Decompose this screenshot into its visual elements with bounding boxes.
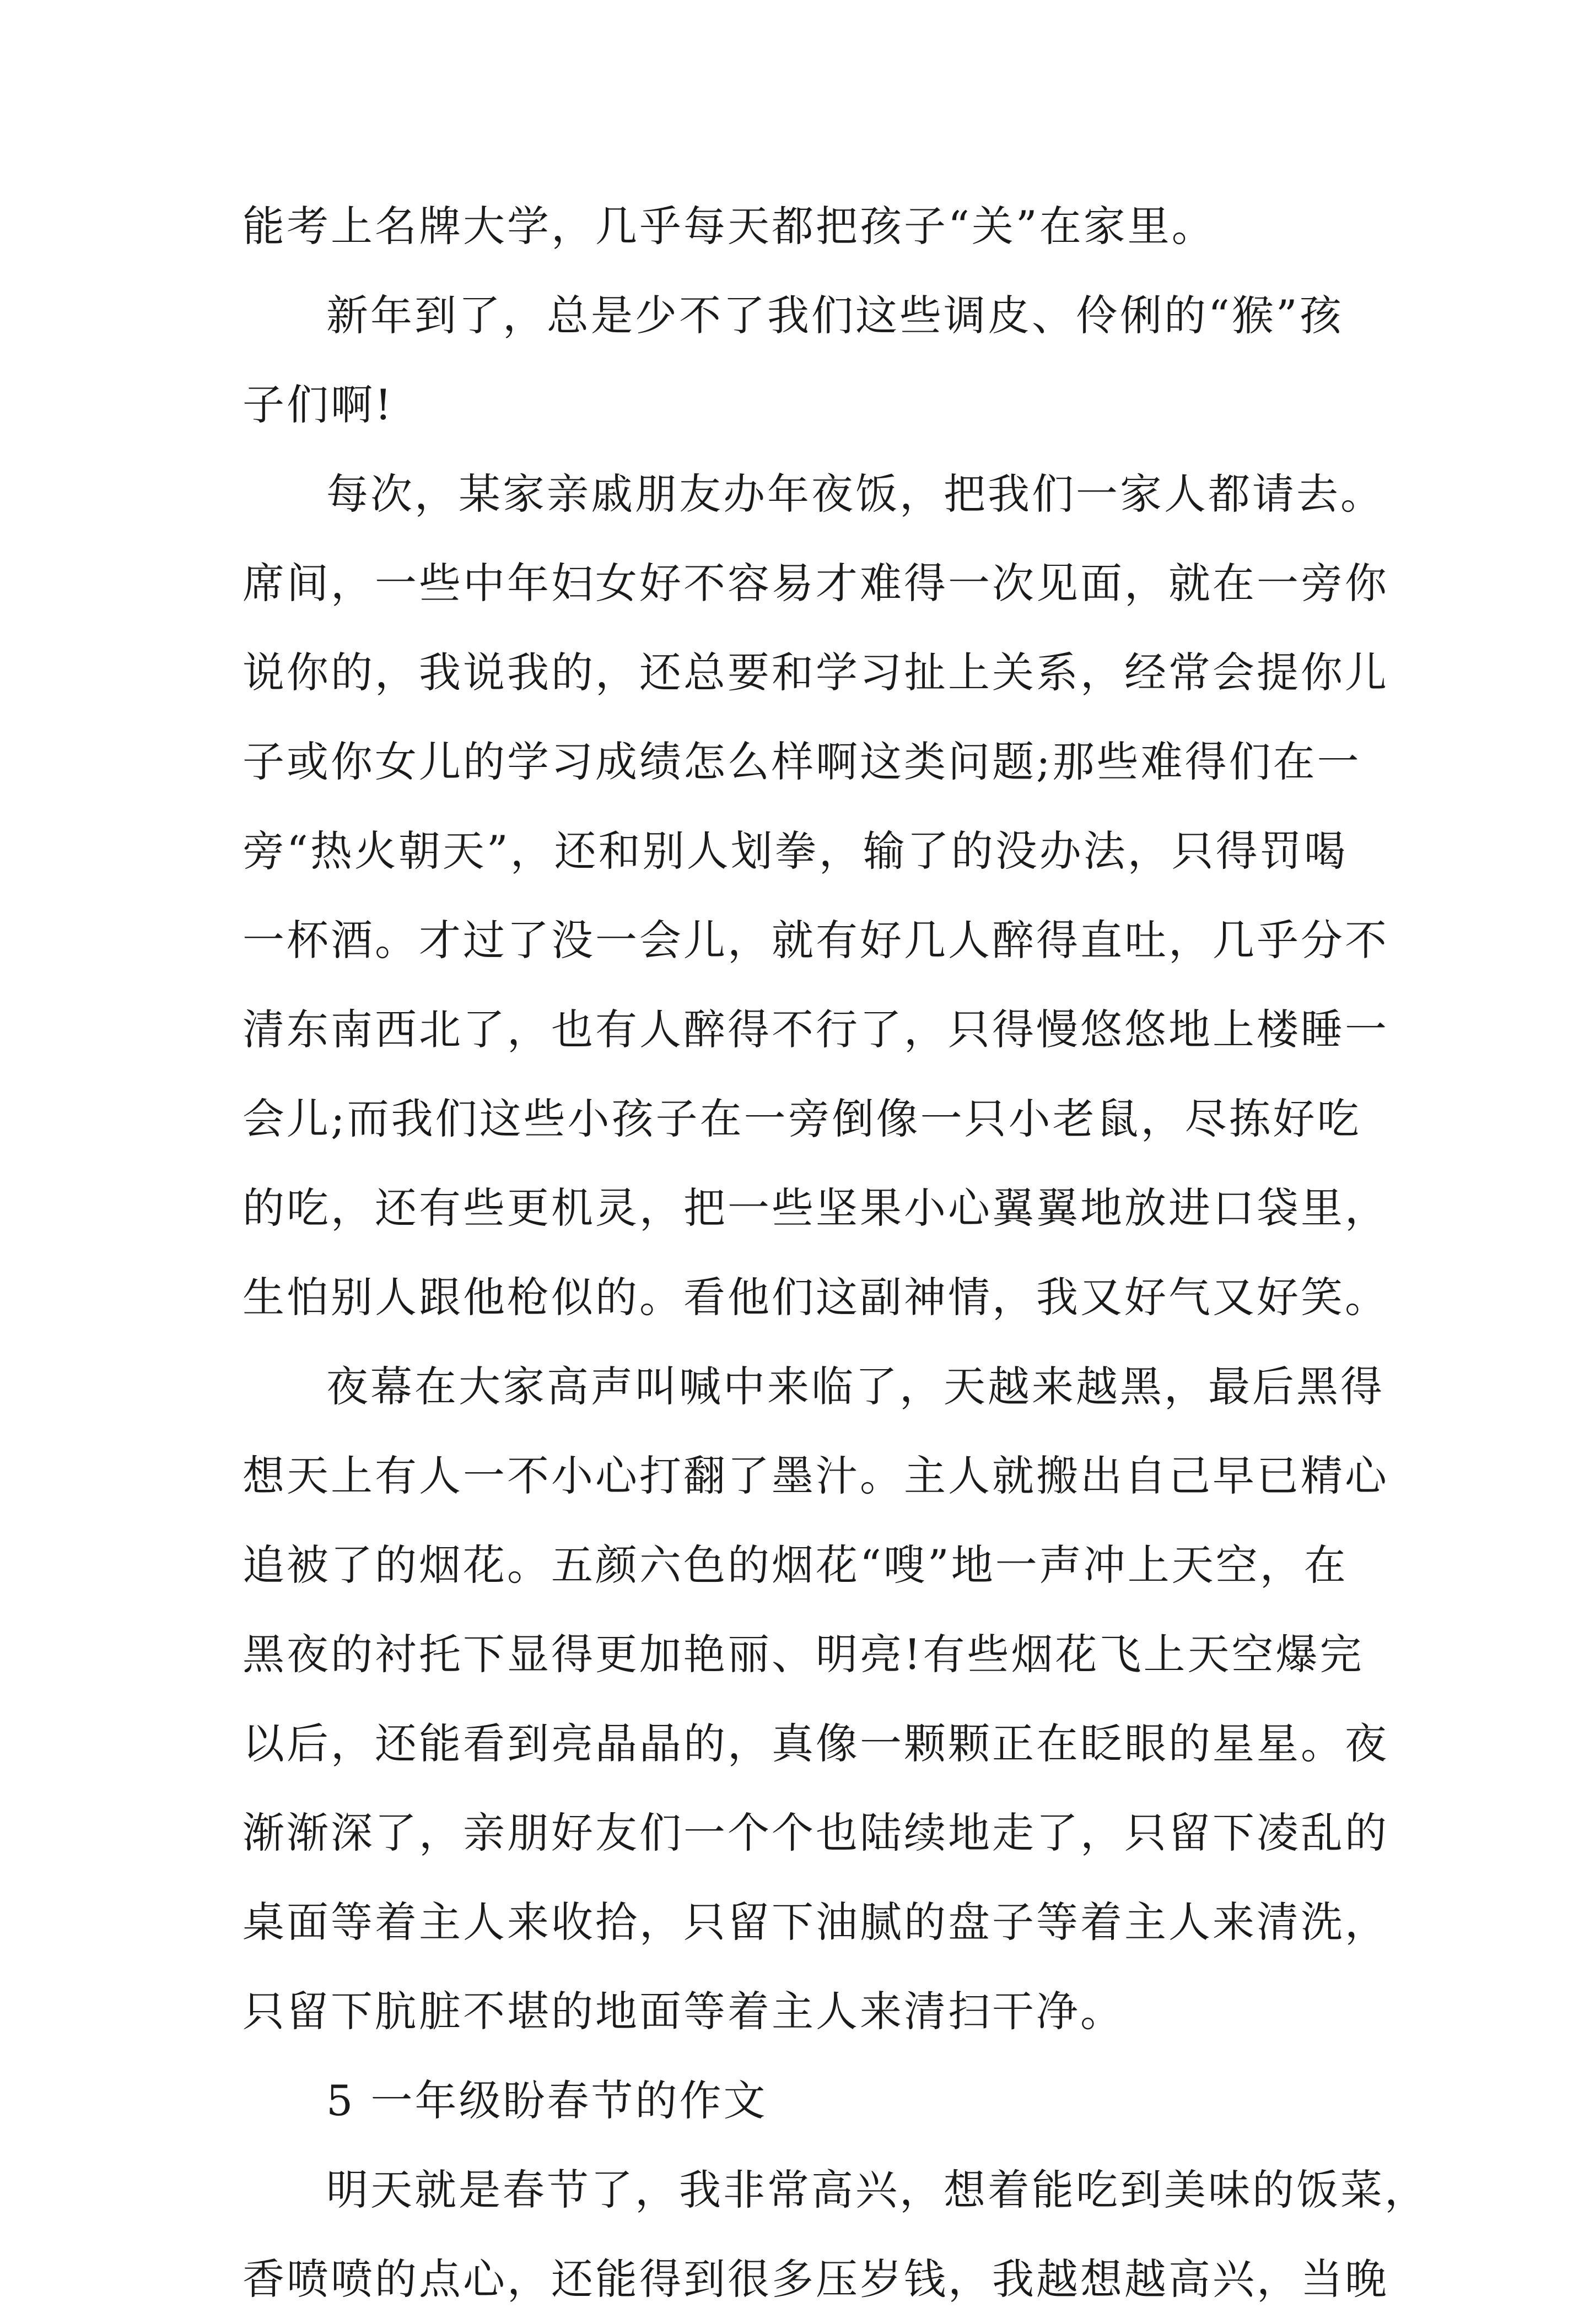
- text-line: 子或你女儿的学习成绩怎么样啊这类问题;那些难得们在一: [243, 737, 1361, 786]
- text-line: 黑夜的衬托下显得更加艳丽、明亮!有些烟花飞上天空爆完: [243, 1630, 1364, 1679]
- text-line: 以后，还能看到亮晶晶的，真像一颗颗正在眨眼的星星。夜: [243, 1719, 1389, 1768]
- text-line: 每次，某家亲戚朋友办年夜饭，把我们一家人都请去。: [326, 469, 1384, 518]
- text-line: 说你的，我说我的，还总要和学习扯上关系，经常会提你儿: [243, 648, 1389, 697]
- text-line: 席间，一些中年妇女好不容易才难得一次见面，就在一旁你: [243, 559, 1389, 608]
- text-line: 渐渐深了，亲朋好友们一个个也陆续地走了，只留下凌乱的: [243, 1808, 1389, 1857]
- text-line: 明天就是春节了，我非常高兴，想着能吃到美味的饭菜，: [326, 2165, 1429, 2214]
- text-line: 生怕别人跟他枪似的。看他们这副神情，我又好气又好笑。: [243, 1273, 1389, 1322]
- text-line: 能考上名牌大学，几乎每天都把孩子“关”在家里。: [243, 202, 1216, 251]
- text-line: 香喷喷的点心，还能得到很多压岁钱，我越想越高兴，当晚: [243, 2255, 1389, 2304]
- text-line: 追被了的烟花。五颜六色的烟花“嗖”地一声冲上天空，在: [243, 1541, 1348, 1590]
- text-line: 想天上有人一不小心打翻了墨汁。主人就搬出自己早已精心: [243, 1451, 1389, 1500]
- text-line: 会儿;而我们这些小孩子在一旁倒像一只小老鼠，尽拣好吃: [243, 1094, 1361, 1143]
- text-line: 旁“热火朝天”，还和别人划拳，输了的没办法，只得罚喝: [243, 826, 1348, 875]
- text-line: 子们啊!: [243, 380, 394, 429]
- text-line: 的吃，还有些更机灵，把一些坚果小心翼翼地放进口袋里，: [243, 1183, 1389, 1233]
- text-line: 只留下肮脏不堪的地面等着主人来清扫干净。: [243, 1987, 1124, 2036]
- text-line: 清东南西北了，也有人醉得不行了，只得慢悠悠地上楼睡一: [243, 1005, 1389, 1054]
- text-line: 新年到了，总是少不了我们这些调皮、伶俐的“猴”孩: [326, 291, 1344, 340]
- section-heading: 5 一年级盼春节的作文: [326, 2076, 768, 2125]
- text-line: 一杯酒。才过了没一会儿，就有好几人醉得直吐，几乎分不: [243, 916, 1389, 965]
- document-body: [243, 182, 1429, 2324]
- text-line: 桌面等着主人来收拾，只留下油腻的盘子等着主人来清洗，: [243, 1898, 1389, 1947]
- text-line: 夜幕在大家高声叫喊中来临了，天越来越黑，最后黑得: [326, 1362, 1384, 1411]
